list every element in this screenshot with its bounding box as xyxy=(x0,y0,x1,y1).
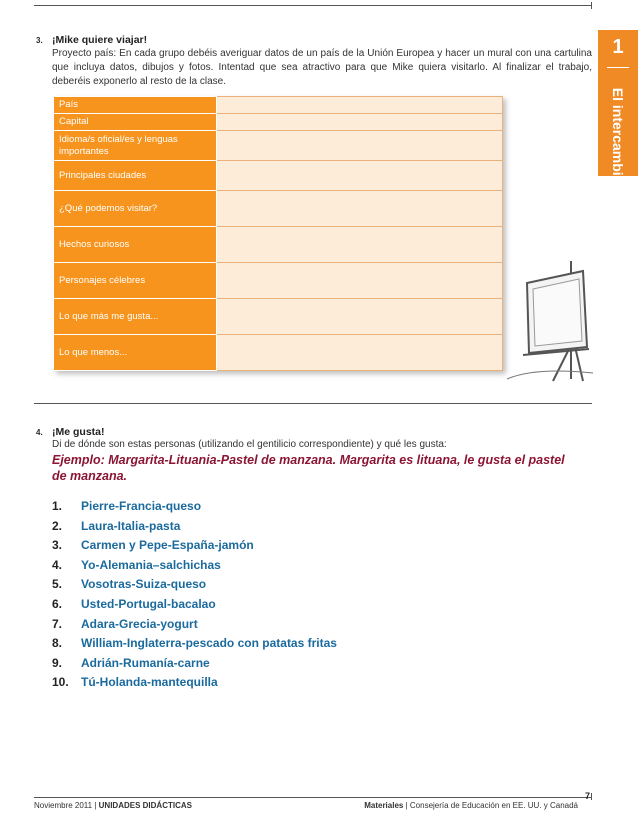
exercise-4-number: 4. xyxy=(36,428,43,437)
item-text: Adara-Grecia-yogurt xyxy=(81,616,198,631)
row-value-cell[interactable] xyxy=(217,299,503,335)
table-row xyxy=(54,97,503,114)
row-value-cell[interactable] xyxy=(217,335,503,371)
table-row xyxy=(54,227,503,263)
item-text: Pierre-Francia-queso xyxy=(81,499,202,513)
row-label-personajes: Personajes célebres xyxy=(54,263,217,299)
item-number: 9. xyxy=(52,655,63,670)
table-row xyxy=(54,263,503,299)
item-text: Usted-Portugal-bacalao xyxy=(81,596,216,611)
row-value-cell[interactable] xyxy=(217,114,503,131)
country-project-table xyxy=(53,96,503,371)
exercise-4-list xyxy=(52,497,337,693)
section-divider xyxy=(34,403,592,404)
item-text: Yo-Alemania–salchichas xyxy=(81,557,221,572)
item-text: William-Inglaterra-pescado con patatas fritas xyxy=(81,636,337,651)
chapter-tab xyxy=(598,30,638,185)
item-text: Vosotras-Suiza-queso xyxy=(81,577,207,592)
top-rule xyxy=(34,5,592,6)
footer-series: UNIDADES DIDÁCTICAS xyxy=(98,801,192,810)
chapter-separator xyxy=(607,67,629,68)
footer-left xyxy=(34,801,192,810)
list-item xyxy=(52,556,337,576)
footer-rule-tick xyxy=(591,793,592,800)
row-label-idiomas: Idioma/s oficial/es y lenguas importantes xyxy=(54,131,217,161)
list-item xyxy=(52,615,337,635)
exercise-4-example: Ejemplo: Margarita-Lituania-Pastel de manzana. Margarita es lituana, le gusta el pastel de manzana. xyxy=(52,453,565,483)
item-number: 3. xyxy=(52,538,63,553)
item-number: 8. xyxy=(52,636,63,651)
list-item xyxy=(52,517,337,537)
exercise-3-title: ¡Mike quiere viajar! xyxy=(52,34,148,46)
row-label-hechos: Hechos curiosos xyxy=(54,227,217,263)
footer-separator: | xyxy=(403,801,410,810)
list-item xyxy=(52,497,337,517)
list-item xyxy=(52,634,337,654)
chapter-number: 1 xyxy=(612,36,624,58)
list-item xyxy=(52,536,337,556)
item-number: 7. xyxy=(52,616,63,631)
row-label-visitar: ¿Qué podemos visitar? xyxy=(54,191,217,227)
row-value-cell[interactable] xyxy=(217,263,503,299)
list-item xyxy=(52,673,337,693)
easel-illustration xyxy=(505,255,595,385)
row-value-cell[interactable] xyxy=(217,131,503,161)
row-label-capital: Capital xyxy=(54,114,217,131)
row-label-mas-gusta: Lo que más me gusta... xyxy=(54,299,217,335)
item-number: 5. xyxy=(52,577,63,592)
footer-rule xyxy=(34,797,592,798)
footer-materials: Materiales xyxy=(364,801,404,810)
footer-date: Noviembre 2011 xyxy=(34,801,93,810)
table-row xyxy=(54,161,503,191)
table-row xyxy=(54,299,503,335)
exercise-3-number: 3. xyxy=(36,36,43,45)
footer-separator: | xyxy=(92,801,99,810)
table-row xyxy=(54,191,503,227)
page-number: 7 xyxy=(585,791,591,801)
item-number: 1. xyxy=(52,499,63,513)
row-label-ciudades: Principales ciudades xyxy=(54,161,217,191)
table-row xyxy=(54,131,503,161)
row-value-cell[interactable] xyxy=(217,97,503,114)
table-row xyxy=(54,114,503,131)
table-row xyxy=(54,335,503,371)
chapter-title: El intercambio xyxy=(610,87,626,185)
exercise-3-instructions: Proyecto país: En cada grupo debéis averiguar datos de un país de la Unión Europea y hacer un mural con una cartulina que incluya datos, dibujos y fotos. Intentad que sea atractivo para que Mike quiera visitarlo. Al finalizar el trabajo, deberéis exponerlo al resto de la clase. xyxy=(52,48,592,87)
row-label-pais: País xyxy=(54,97,217,114)
row-value-cell[interactable] xyxy=(217,227,503,263)
item-number: 4. xyxy=(52,557,63,572)
item-number: 6. xyxy=(52,596,63,611)
exercise-4-instructions: Di de dónde son estas personas (utilizando el gentilicio correspondiente) y qué les gusta: xyxy=(52,439,447,450)
footer-right xyxy=(364,801,578,810)
item-text: Adrián-Rumanía-carne xyxy=(81,655,210,670)
list-item xyxy=(52,575,337,595)
top-rule-tick xyxy=(591,2,592,9)
item-number: 2. xyxy=(52,518,63,533)
item-text: Tú-Holanda-mantequilla xyxy=(81,675,218,690)
row-label-menos: Lo que menos... xyxy=(54,335,217,371)
footer-publisher: Consejería de Educación en EE. UU. y Canadá xyxy=(409,801,578,810)
item-number: 10. xyxy=(52,675,69,690)
row-value-cell[interactable] xyxy=(217,161,503,191)
item-text: Laura-Italia-pasta xyxy=(81,518,181,533)
list-item xyxy=(52,595,337,615)
row-value-cell[interactable] xyxy=(217,191,503,227)
exercise-4-title: ¡Me gusta! xyxy=(52,426,105,438)
list-item xyxy=(52,654,337,674)
item-text: Carmen y Pepe-España-jamón xyxy=(81,538,254,553)
